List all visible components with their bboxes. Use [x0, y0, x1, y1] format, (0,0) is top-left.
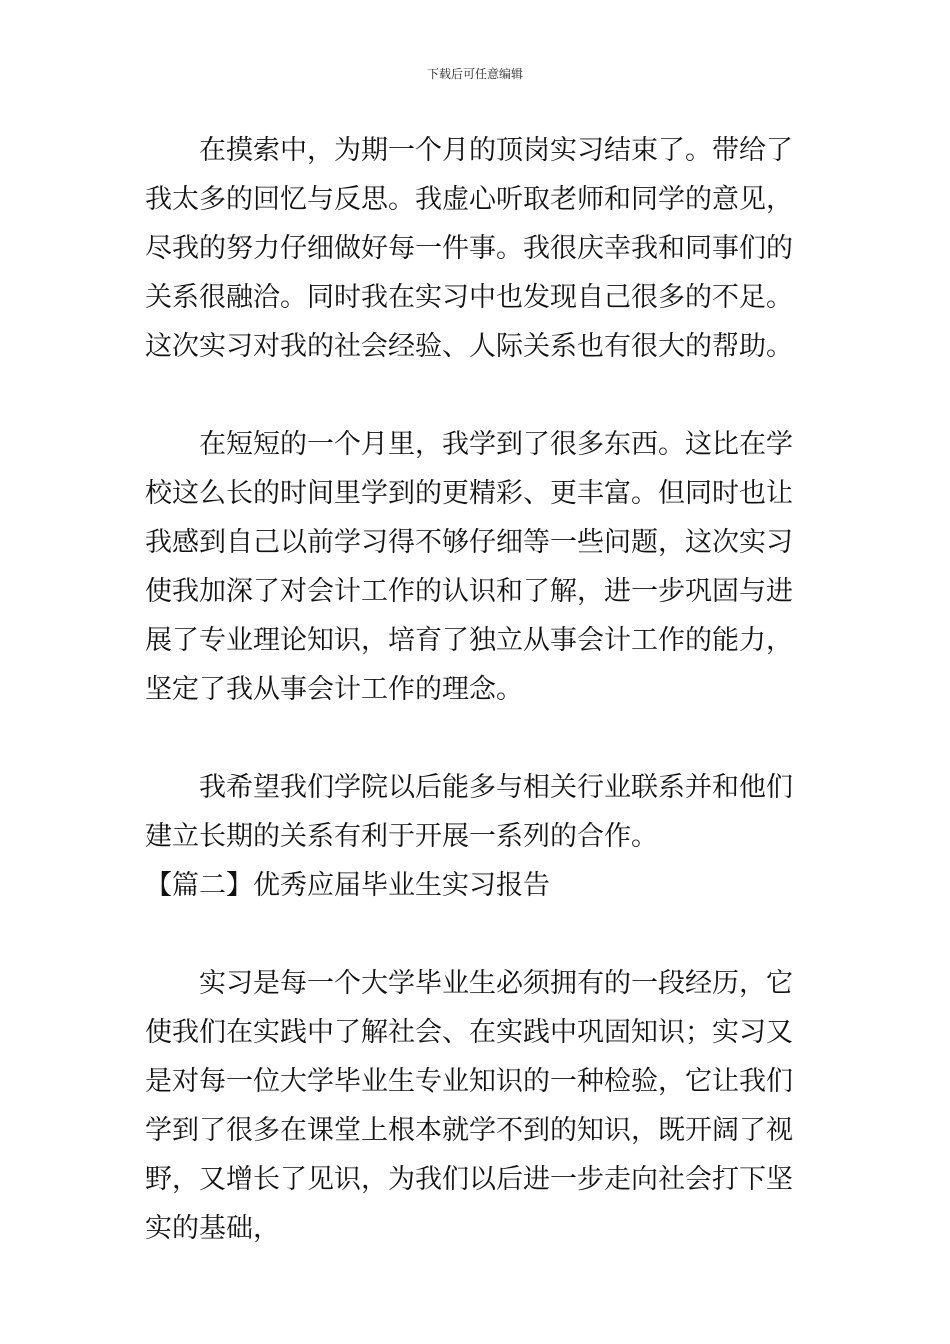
section-heading: 【篇二】优秀应届毕业生实习报告 — [145, 870, 550, 901]
paragraph-1: 在摸索中，为期一个月的顶岗实习结束了。带给了我太多的回忆与反思。我虚心听取老师和同学的意见，尽我的努力仔细做好每一件事。我很庆幸我和同事们的关系很融洽。同时我在实习中也发现自己很多的不足。这次实习对我的社会经验、人际关系也有很大的帮助。 — [145, 135, 793, 362]
paragraph-gap — [145, 910, 811, 959]
section-paragraph-1: 实习是每一个大学毕业生必须拥有的一段经历，它使我们在实践中了解社会、在实践中巩固知识；实习又是对每一位大学毕业生专业知识的一种检验，它让我们学到了很多在课堂上根本就学不到的知识，既开阔了视野，又增长了见识，为我们以后进一步走向社会打下坚实的基础， — [145, 968, 793, 1244]
paragraph-gap — [145, 371, 811, 420]
paragraph-gap — [145, 714, 811, 763]
paragraph-3: 我希望我们学院以后能多与相关行业联系并和他们建立长期的关系有利于开展一系列的合作。 — [145, 772, 793, 852]
page-header-note: 下载后可任意编辑 — [426, 67, 523, 81]
document-body — [145, 126, 811, 1253]
paragraph-2: 在短短的一个月里，我学到了很多东西。这比在学校这么长的时间里学到的更精彩、更丰富。但同时也让我感到自己以前学习得不够仔细等一些问题，这次实习使我加深了对会计工作的认识和了解，进一步巩固与进展了专业理论知识，培育了独立从事会计工作的能力，坚定了我从事会计工作的理念。 — [145, 429, 793, 705]
